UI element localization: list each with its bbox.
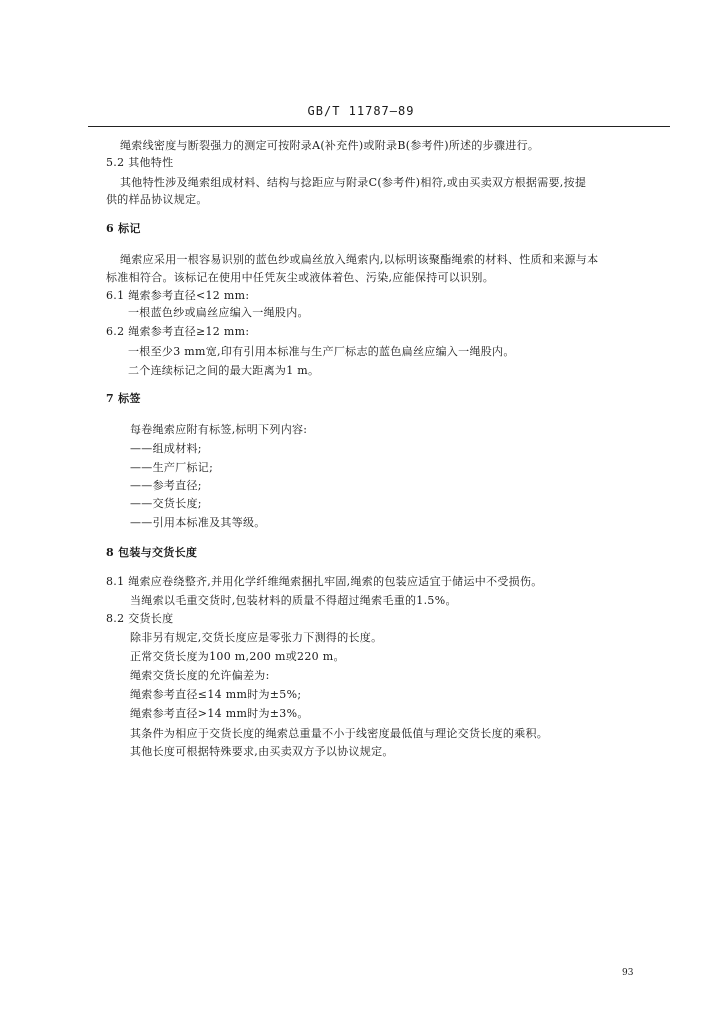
paragraph-line: 一根至少3 mm宽,印有引用本标准与生产厂标志的蓝色扁丝应编入一绳股内。 bbox=[128, 345, 515, 358]
paragraph-line: 除非另有规定,交货长度应是零张力下测得的长度。 bbox=[130, 631, 383, 644]
paragraph-line: 绳索线密度与断裂强力的测定可按附录A(补充件)或附录B(参考件)所述的步骤进行。 bbox=[120, 139, 540, 152]
section-heading-8-2: 8.2 交货长度 bbox=[106, 612, 174, 625]
list-item: ——参考直径; bbox=[130, 479, 202, 492]
list-item: ——生产厂标记; bbox=[130, 461, 214, 474]
paragraph-line: 绳索交货长度的允许偏差为: bbox=[130, 669, 270, 682]
paragraph-line: 其他特性涉及绳索组成材料、结构与捻距应与附录C(参考件)相符,或由买卖双方根据需要,按提 bbox=[120, 176, 587, 189]
paragraph-line: 绳索参考直径≤14 mm时为±5%; bbox=[130, 688, 302, 701]
section-heading-8-1: 8.1 绳索应卷绕整齐,并用化学纤维绳索捆扎牢固,绳索的包装应适宜于储运中不受损伤。 bbox=[106, 575, 543, 588]
paragraph-line: 绳索应采用一根容易识别的蓝色纱或扁丝放入绳索内,以标明该聚酯绳索的材料、性质和来源与本 bbox=[120, 253, 599, 266]
section-heading-7: 7 标签 bbox=[106, 392, 141, 405]
standard-header: GB/T 11787—89 bbox=[307, 104, 415, 118]
list-item: ——组成材料; bbox=[130, 442, 202, 455]
section-heading-6: 6 标记 bbox=[106, 222, 141, 235]
paragraph-line: 正常交货长度为100 m,200 m或220 m。 bbox=[130, 650, 345, 663]
paragraph-line: 其条件为相应于交货长度的绳索总重量不小于线密度最低值与理论交货长度的乘积。 bbox=[130, 727, 549, 740]
list-item: ——引用本标准及其等级。 bbox=[130, 516, 266, 529]
section-heading-6-1: 6.1 绳索参考直径<12 mm: bbox=[106, 289, 250, 302]
paragraph-line: 当绳索以毛重交货时,包装材料的质量不得超过绳索毛重的1.5%。 bbox=[130, 594, 457, 607]
paragraph-line: 每卷绳索应附有标签,标明下列内容: bbox=[130, 423, 308, 436]
page-number: 93 bbox=[622, 968, 634, 978]
header-rule bbox=[88, 126, 670, 127]
list-item: ——交货长度; bbox=[130, 497, 202, 510]
section-heading-6-2: 6.2 绳索参考直径≥12 mm: bbox=[106, 325, 250, 338]
paragraph-line: 绳索参考直径>14 mm时为±3%。 bbox=[130, 707, 309, 720]
paragraph-line: 供的样品协议规定。 bbox=[106, 193, 208, 206]
paragraph-line: 二个连续标记之间的最大距离为1 m。 bbox=[128, 364, 320, 377]
paragraph-line: 标准相符合。该标记在使用中任凭灰尘或液体着色、污染,应能保持可以识别。 bbox=[106, 271, 494, 284]
paragraph-line: 一根蓝色纱或扁丝应编入一绳股内。 bbox=[128, 306, 309, 319]
section-heading-5-2: 5.2 其他特性 bbox=[106, 156, 174, 169]
paragraph-line: 其他长度可根据特殊要求,由买卖双方予以协议规定。 bbox=[130, 745, 394, 758]
section-heading-8: 8 包装与交货长度 bbox=[106, 546, 198, 559]
